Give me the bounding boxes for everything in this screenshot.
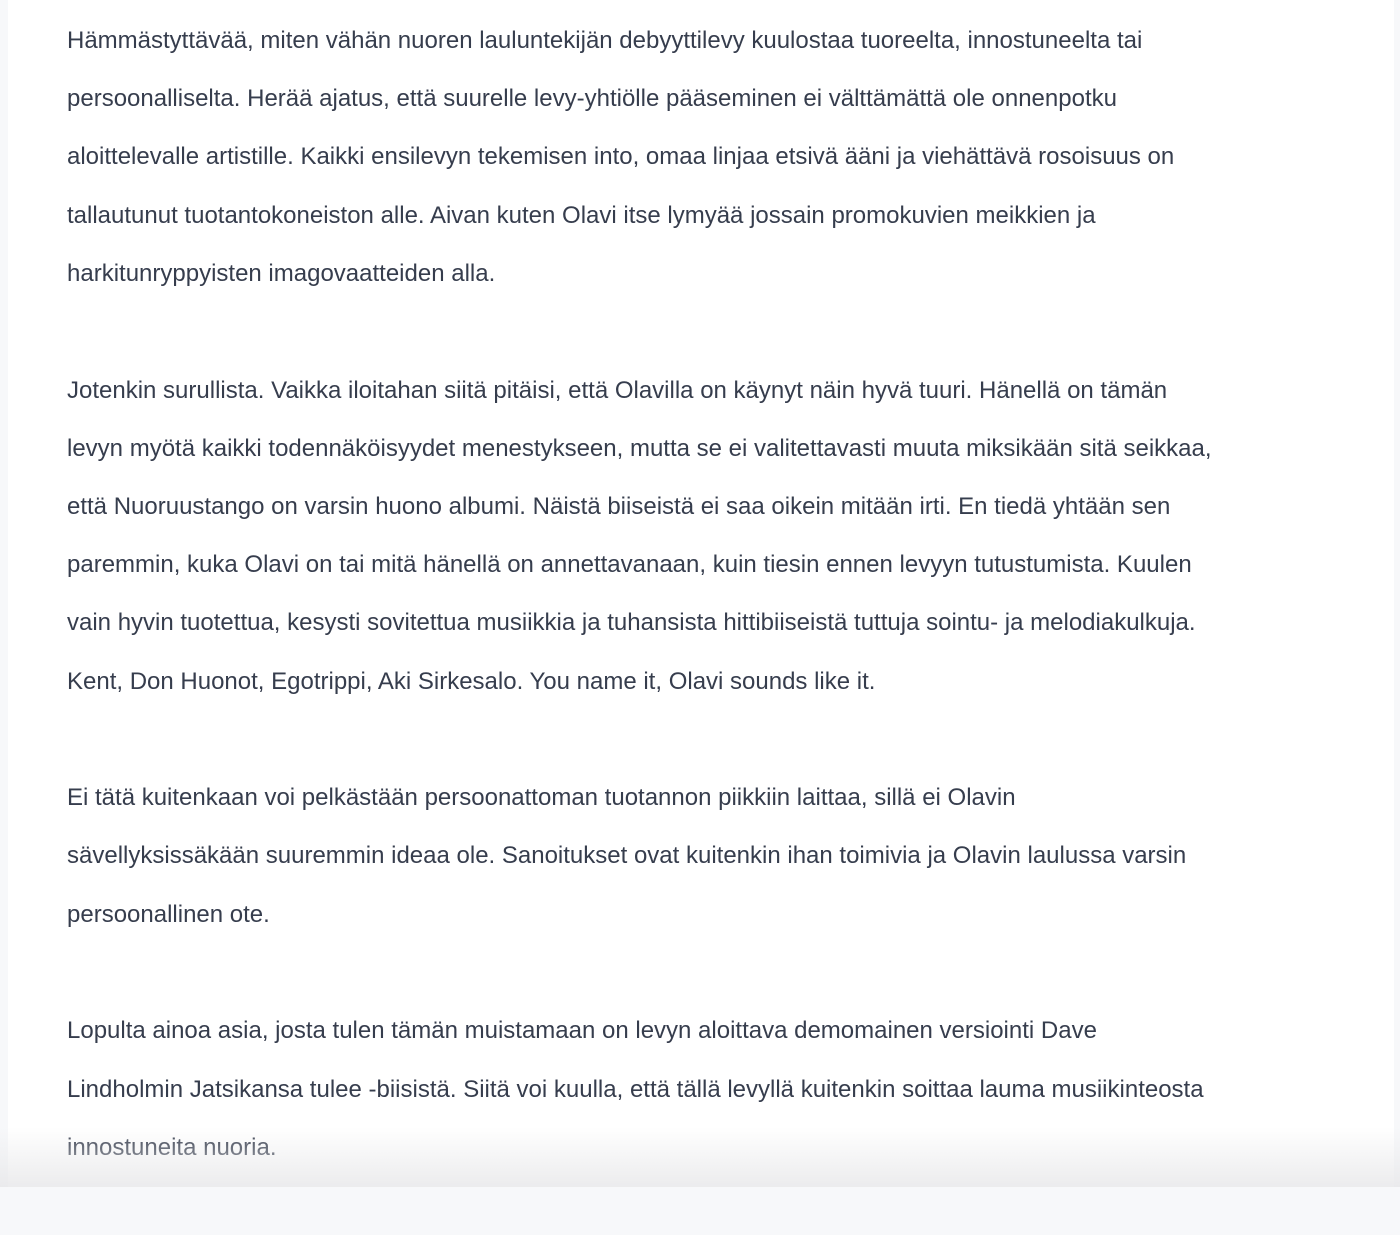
article-paragraph: Ei tätä kuitenkaan voi pelkästään persoonattoman tuotannon piikkiin laittaa, sillä ei Olavin sävellyksissäkään suuremmin ideaa ole. Sanoitukset ovat kuitenkin ihan toimivia ja Olavin laulussa varsin persoonallinen ote. [67, 769, 1357, 944]
article-paragraph: Hämmästyttävää, miten vähän nuoren lauluntekijän debyyttilevy kuulostaa tuoreelta, innostuneelta tai persoonalliselta. Herää ajatus, että suurelle levy-yhtiölle pääseminen ei välttämättä ole onnenpotku aloittelevalle artistille. Kaikki ensilevyn tekemisen into, omaa linjaa etsivä ääni ja viehättävä rosoisuus on tallautunut tuotantokoneiston alle. Aivan kuten Olavi itse lymyää jossain promokuvien meikkien ja harkitunryppyisten imagovaatteiden alla. [67, 12, 1357, 303]
article-body [67, 12, 1357, 1235]
page-container [8, 0, 1394, 1187]
article-paragraph: Lopulta ainoa asia, josta tulen tämän muistamaan on levyn aloittava demomainen versiointi Dave Lindholmin Jatsikansa tulee -biisistä. Siitä voi kuulla, että tällä levyllä kuitenkin soittaa lauma musiikinteosta innostuneita nuoria. [67, 1002, 1357, 1177]
article-paragraph: Jotenkin surullista. Vaikka iloitahan siitä pitäisi, että Olavilla on käynyt näin hyvä tuuri. Hänellä on tämän levyn myötä kaikki todennäköisyydet menestykseen, mutta se ei valitettavasti muuta miksikään sitä seikkaa, että Nuoruustango on varsin huono albumi. Näistä biiseistä ei saa oikein mitään irti. En tiedä yhtään sen paremmin, kuka Olavi on tai mitä hänellä on annettavanaan, kuin tiesin ennen levyyn tutustumista. Kuulen vain hyvin tuotettua, kesysti sovitettua musiikkia ja tuhansista hittibiiseistä tuttuja sointu- ja melodiakulkuja. Kent, Don Huonot, Egotrippi, Aki Sirkesalo. You name it, Olavi sounds like it. [67, 362, 1357, 711]
